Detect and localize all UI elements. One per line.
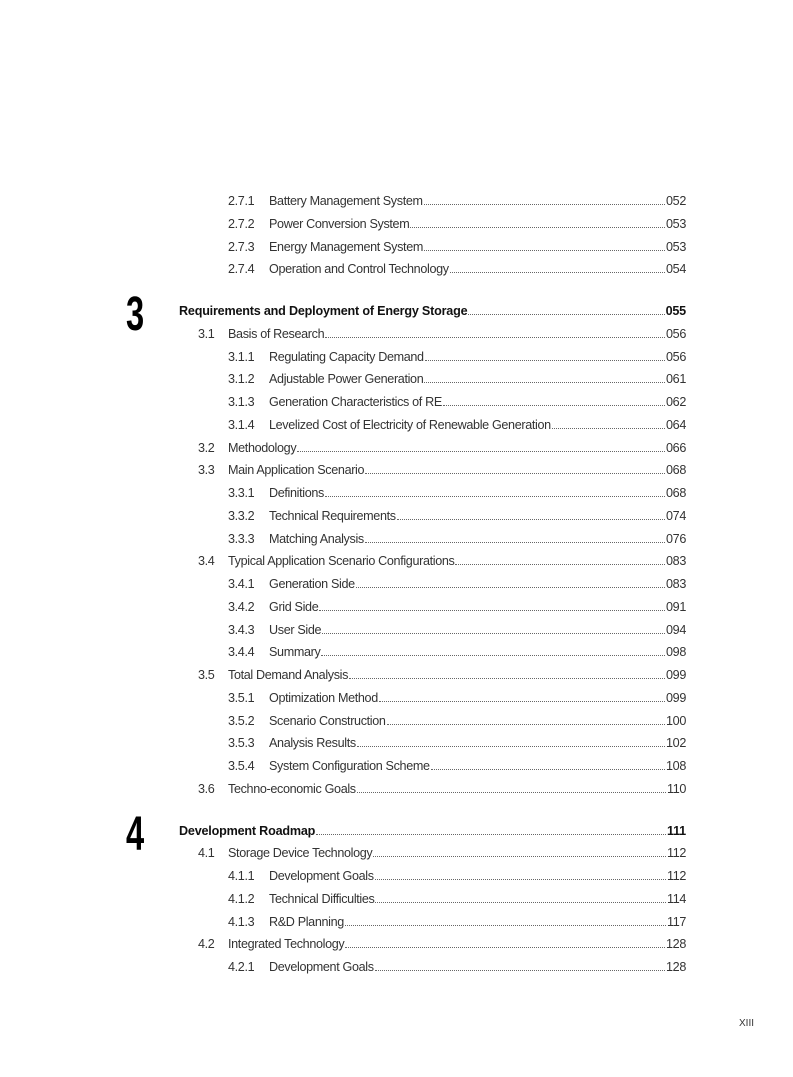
toc-entry-line — [228, 668, 686, 682]
toc-entry[interactable] — [0, 483, 793, 506]
section-title: Technical Difficulties — [269, 891, 375, 906]
toc-entry-line — [228, 846, 686, 860]
toc-entry-line — [269, 714, 686, 728]
dot-leader — [297, 451, 665, 452]
toc-entry-line — [228, 441, 686, 455]
toc-entry-line — [269, 892, 686, 906]
page-reference: 053 — [666, 216, 686, 231]
toc-entry[interactable] — [0, 597, 793, 620]
toc-entry[interactable] — [0, 934, 793, 957]
dot-leader — [375, 879, 666, 880]
toc-entry-line — [228, 937, 686, 951]
dot-leader — [349, 678, 665, 679]
toc-entry-line — [269, 577, 686, 591]
toc-entry[interactable] — [0, 711, 793, 734]
toc-entry[interactable] — [0, 756, 793, 779]
section-number: 3.3.3 — [228, 531, 255, 546]
toc-entry[interactable] — [0, 392, 793, 415]
page-reference: 083 — [666, 577, 686, 591]
dot-leader — [321, 655, 665, 656]
section-title: Typical Application Scenario Configurations — [228, 554, 455, 569]
dot-leader — [424, 204, 665, 205]
toc-entry[interactable] — [0, 415, 793, 438]
dot-leader — [365, 542, 665, 543]
section-title: Development Roadmap — [179, 823, 316, 838]
section-title: Techno-economic Goals — [228, 781, 356, 796]
page-reference: 091 — [666, 599, 686, 614]
page-reference: 110 — [666, 781, 686, 796]
section-title: Matching Analysis — [269, 531, 364, 546]
toc-entry[interactable] — [0, 665, 793, 688]
toc-entry[interactable] — [0, 574, 793, 597]
section-number: 4.1 — [198, 846, 215, 861]
toc-entry[interactable] — [0, 259, 793, 282]
page-reference: 128 — [666, 960, 686, 974]
toc-entry[interactable] — [0, 551, 793, 574]
section-title: Power Conversion System — [269, 216, 410, 231]
page-reference: 062 — [666, 395, 686, 409]
dot-leader — [325, 496, 665, 497]
section-title: Integrated Technology — [228, 937, 345, 952]
page-reference: 112 — [666, 869, 686, 883]
section-title: User Side — [269, 622, 322, 637]
page-reference: 053 — [666, 239, 686, 254]
section-title: Methodology — [228, 440, 297, 455]
page-reference: 061 — [666, 372, 686, 387]
section-title: Generation Characteristics of RE — [269, 395, 442, 409]
dot-leader — [455, 564, 665, 565]
section-title: Summary — [269, 645, 321, 660]
toc-entry[interactable] — [0, 866, 793, 889]
section-number: 3.4.1 — [228, 577, 255, 591]
section-title: Generation Side — [269, 577, 355, 591]
toc-entry-line — [228, 782, 686, 796]
page-reference: 056 — [666, 349, 686, 364]
dot-leader — [424, 382, 665, 383]
dot-leader — [397, 519, 665, 520]
toc-entry[interactable] — [0, 214, 793, 237]
dot-leader — [322, 633, 665, 634]
section-number: 3.1 — [198, 326, 215, 341]
toc-entry-line — [269, 600, 686, 614]
toc-entry-line — [269, 509, 686, 523]
toc-entry-line — [179, 824, 686, 838]
toc-entry[interactable] — [0, 529, 793, 552]
toc-entry-line — [269, 262, 686, 276]
section-number: 2.7.4 — [228, 262, 255, 277]
page-reference: 128 — [666, 937, 686, 952]
dot-leader — [375, 970, 665, 971]
toc-entry-line — [269, 623, 686, 637]
dot-leader — [410, 227, 665, 228]
toc-entry-line — [269, 395, 686, 409]
section-number: 3.6 — [198, 781, 215, 796]
section-number: 3.4.4 — [228, 645, 255, 660]
toc-entry-line — [269, 645, 686, 659]
section-number: 3.1.2 — [228, 372, 255, 387]
section-title: Technical Requirements — [269, 508, 396, 523]
section-title: Battery Management System — [269, 194, 423, 208]
page-reference: 114 — [666, 891, 686, 906]
dot-leader — [345, 925, 666, 926]
toc-entry-line — [228, 463, 686, 477]
page-reference: 112 — [666, 846, 686, 861]
dot-leader — [379, 701, 665, 702]
dot-leader — [431, 769, 665, 770]
section-title: Storage Device Technology — [228, 846, 373, 861]
toc-entry-line — [269, 915, 686, 929]
dot-leader — [325, 337, 665, 338]
dot-leader — [316, 834, 666, 835]
section-title: Basis of Research — [228, 326, 325, 341]
page-reference: 074 — [666, 508, 686, 523]
toc-entry-line — [228, 554, 686, 568]
page-reference: 076 — [666, 531, 686, 546]
toc-entry[interactable] — [0, 642, 793, 665]
toc-entry-line — [269, 350, 686, 364]
section-number: 3.1.1 — [228, 349, 255, 364]
section-number: 4.2 — [198, 937, 215, 952]
toc-entry-line — [269, 736, 686, 750]
section-title: Optimization Method — [269, 690, 378, 705]
page-reference: 111 — [666, 823, 686, 838]
section-number: 4.1.1 — [228, 869, 255, 883]
page-reference: 055 — [665, 304, 686, 318]
section-number: 3.5.1 — [228, 690, 255, 705]
chapter-number: 3 — [126, 288, 145, 341]
page-reference: 099 — [666, 690, 686, 705]
toc-entry-line — [269, 532, 686, 546]
toc-entry[interactable] — [0, 460, 793, 483]
dot-leader — [373, 856, 666, 857]
section-number: 3.3.2 — [228, 508, 255, 523]
section-number: 3.4.3 — [228, 622, 255, 637]
section-title: Energy Management System — [269, 239, 423, 254]
toc-entry[interactable] — [0, 688, 793, 711]
chapter-number: 4 — [126, 807, 145, 861]
page-reference: 094 — [666, 622, 686, 637]
section-number: 2.7.3 — [228, 239, 255, 254]
toc-entry[interactable] — [0, 324, 793, 347]
section-title: Scenario Construction — [269, 713, 386, 728]
toc-entry-line — [179, 304, 686, 318]
page-reference: 100 — [666, 713, 686, 728]
page-number-folio: XIII — [739, 1018, 755, 1029]
page-reference: 052 — [666, 194, 686, 208]
page-reference: 066 — [666, 440, 686, 455]
section-title: Regulating Capacity Demand — [269, 349, 424, 364]
toc-entry-line — [269, 486, 686, 500]
toc-entry[interactable] — [0, 889, 793, 912]
section-number: 3.2 — [198, 440, 215, 455]
page-reference: 102 — [666, 736, 686, 751]
toc-entry-line — [269, 759, 686, 773]
dot-leader — [357, 792, 666, 793]
section-title: Levelized Cost of Electricity of Renewable Generation — [269, 417, 551, 432]
toc-entry-line — [269, 960, 686, 974]
toc-entry[interactable] — [0, 191, 793, 214]
page-reference: 083 — [666, 554, 686, 569]
section-number: 3.4 — [198, 554, 215, 569]
section-title: Adjustable Power Generation — [269, 372, 424, 387]
section-number: 4.1.3 — [228, 914, 255, 929]
toc-entry-line — [269, 372, 686, 386]
toc-entry-line — [269, 194, 686, 208]
dot-leader — [425, 360, 665, 361]
section-number: 4.2.1 — [228, 960, 255, 974]
toc-entry[interactable] — [0, 779, 793, 802]
section-number: 3.5 — [198, 668, 215, 682]
toc-entry[interactable] — [0, 912, 793, 935]
page-reference: 117 — [666, 914, 686, 929]
toc-entry[interactable] — [0, 347, 793, 370]
toc-entry-line — [269, 418, 686, 432]
section-title: Analysis Results — [269, 736, 356, 751]
page-reference: 108 — [666, 759, 686, 773]
page-reference: 064 — [666, 417, 686, 432]
toc-entry[interactable] — [0, 957, 793, 980]
toc-entry[interactable] — [0, 438, 793, 461]
section-title: Development Goals — [269, 869, 374, 883]
toc-entry[interactable] — [0, 369, 793, 392]
page-reference: 099 — [666, 668, 686, 682]
section-number: 3.5.2 — [228, 713, 255, 728]
toc-entry-line — [269, 869, 686, 883]
section-number: 3.3 — [198, 463, 215, 478]
dot-leader — [468, 314, 664, 315]
toc-entry-line — [269, 691, 686, 705]
toc-entry[interactable] — [0, 506, 793, 529]
toc-entry[interactable] — [0, 237, 793, 260]
section-title: Development Goals — [269, 960, 374, 974]
page-reference: 098 — [666, 645, 686, 660]
section-number: 3.5.4 — [228, 759, 255, 773]
section-title: R&D Planning — [269, 914, 344, 929]
toc-entry-line — [269, 240, 686, 254]
dot-leader — [424, 250, 665, 251]
dot-leader — [365, 473, 665, 474]
dot-leader — [387, 724, 665, 725]
toc-entry[interactable] — [0, 843, 793, 866]
section-number: 3.5.3 — [228, 736, 255, 751]
page-reference: 068 — [666, 486, 686, 500]
dot-leader — [356, 587, 665, 588]
dot-leader — [357, 746, 665, 747]
toc-entry[interactable] — [0, 733, 793, 756]
section-number: 3.3.1 — [228, 486, 255, 500]
section-title: Main Application Scenario — [228, 463, 365, 478]
dot-leader — [450, 272, 665, 273]
section-title: Total Demand Analysis — [228, 668, 349, 682]
toc-entry-line — [228, 327, 686, 341]
section-title: Requirements and Deployment of Energy Storage — [179, 304, 468, 318]
section-number: 3.4.2 — [228, 599, 255, 614]
section-title: Grid Side — [269, 599, 319, 614]
table-of-contents — [0, 191, 793, 980]
dot-leader — [375, 902, 666, 903]
section-number: 2.7.1 — [228, 194, 255, 208]
page-reference: 068 — [666, 463, 686, 478]
section-title: System Configuration Scheme — [269, 759, 430, 773]
section-number: 3.1.4 — [228, 417, 255, 432]
dot-leader — [345, 947, 665, 948]
section-number: 4.1.2 — [228, 891, 255, 906]
section-title: Operation and Control Technology — [269, 262, 449, 277]
dot-leader — [552, 428, 665, 429]
toc-entry[interactable] — [0, 620, 793, 643]
page-reference: 056 — [666, 326, 686, 341]
section-number: 3.1.3 — [228, 395, 255, 409]
dot-leader — [443, 405, 665, 406]
section-number: 2.7.2 — [228, 216, 255, 231]
dot-leader — [319, 610, 665, 611]
section-title: Definitions — [269, 486, 324, 500]
toc-entry-line — [269, 217, 686, 231]
page-reference: 054 — [666, 262, 686, 277]
